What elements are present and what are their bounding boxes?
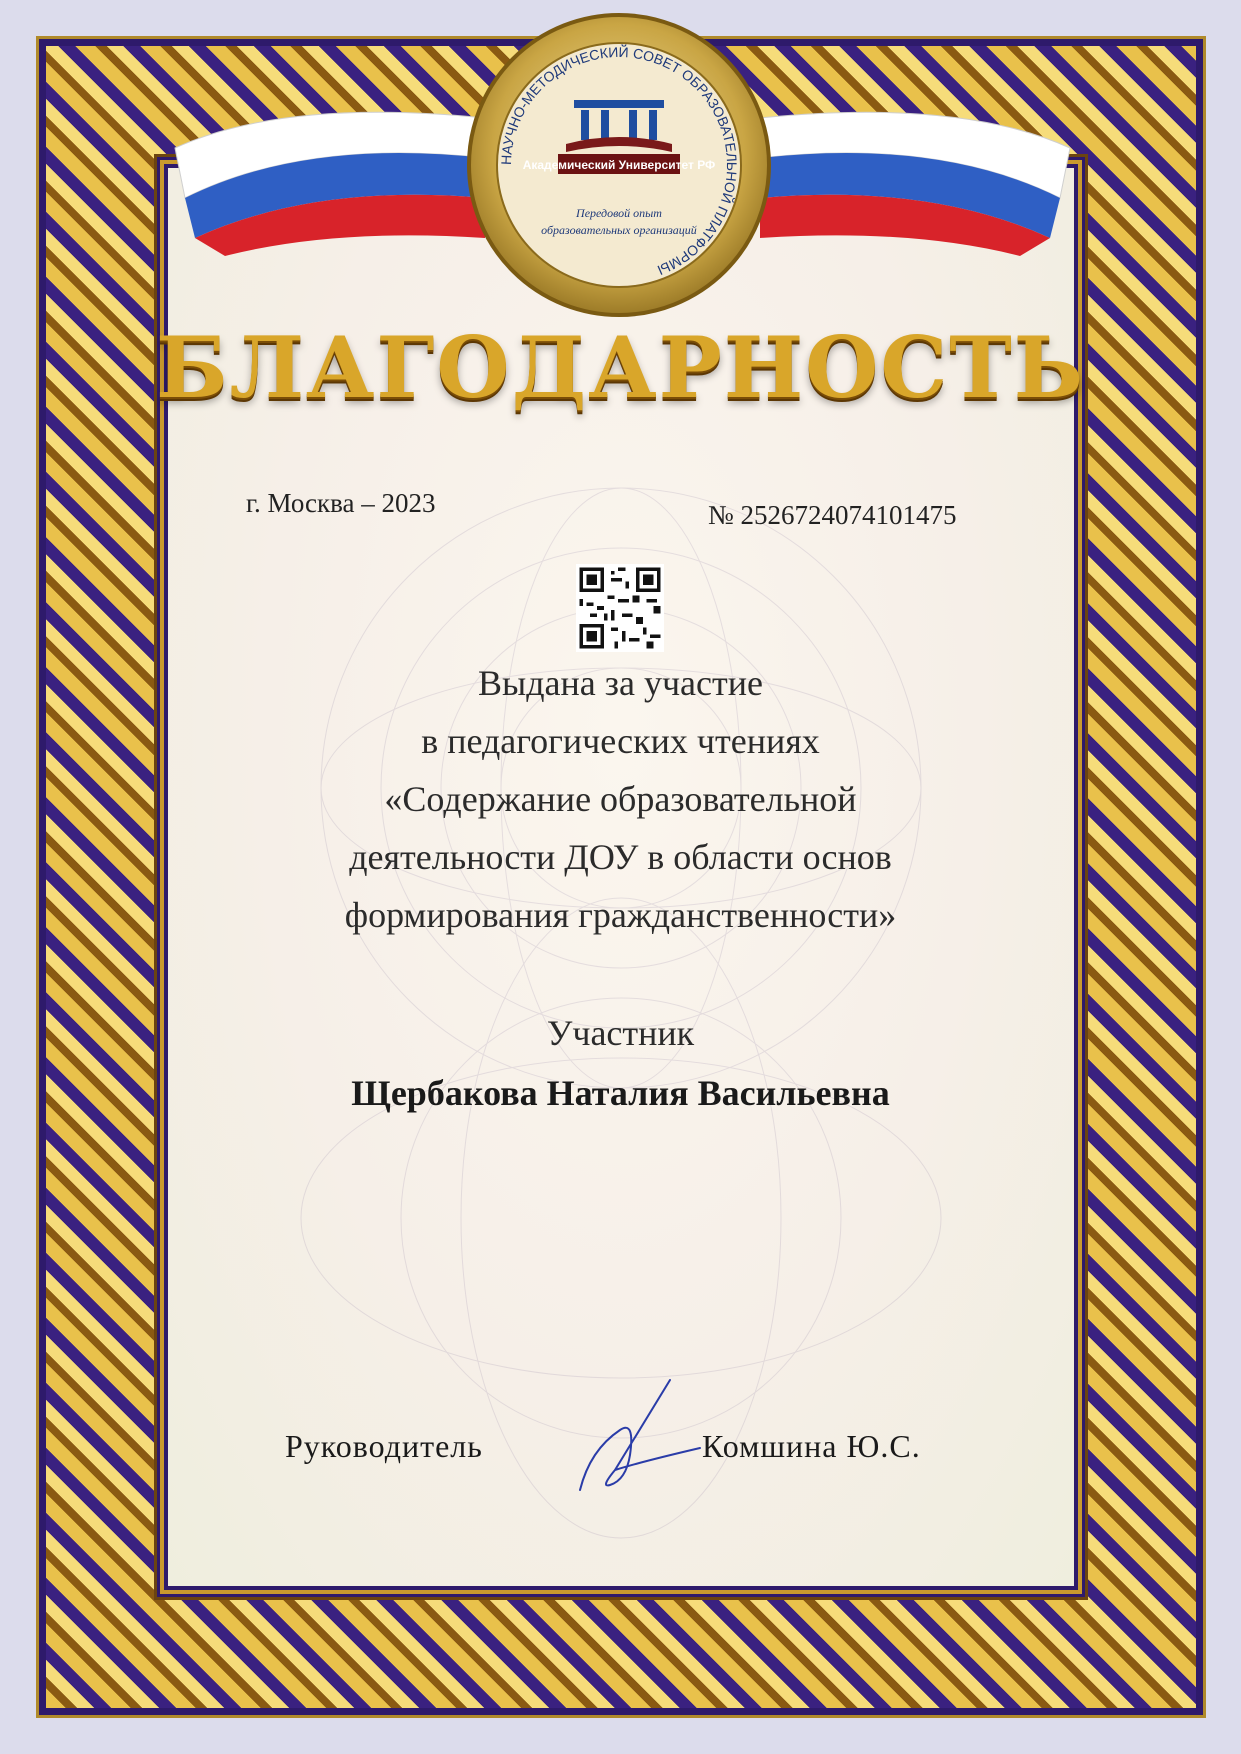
russian-flag-ribbon-left (165, 88, 495, 258)
body-line: в педагогических чтениях (421, 721, 820, 761)
svg-text:Передовой опыт: Передовой опыт (576, 206, 662, 220)
body-line: формирования гражданственности» (344, 895, 897, 935)
certificate-title: БЛАГОДАРНОСТЬ (155, 318, 1086, 417)
svg-text:НАУЧНО-МЕТОДИЧЕСКИЙ СОВЕТ ОБРА: НАУЧНО-МЕТОДИЧЕСКИЙ СОВЕТ ОБРАЗОВАТЕЛЬНОЙ ПЛАТФОРМЫ (497, 43, 741, 279)
award-description (170, 654, 1071, 944)
body-line: «Содержание образовательной (384, 779, 857, 819)
svg-text:образовательных организаций: образовательных организаций (541, 223, 697, 237)
body-line: Выдана за участие (478, 663, 763, 703)
seal-medallion (466, 12, 772, 318)
participant-label: Участник (546, 1013, 695, 1053)
participant-name: Щербакова Наталия Васильевна (351, 1073, 890, 1113)
qr-code (576, 564, 664, 652)
russian-flag-ribbon-right (750, 88, 1080, 258)
signer-name: Комшина Ю.С. (702, 1428, 921, 1464)
body-line: деятельности ДОУ в области основ (349, 837, 892, 877)
handwritten-signature (560, 1370, 710, 1510)
city-year: г. Москва – 2023 (246, 488, 436, 518)
certificate-number: № 2526724074101475 (708, 500, 957, 530)
svg-text:Академический Университет РФ: Академический Университет РФ (522, 158, 716, 172)
signer-role: Руководитель (285, 1428, 483, 1464)
